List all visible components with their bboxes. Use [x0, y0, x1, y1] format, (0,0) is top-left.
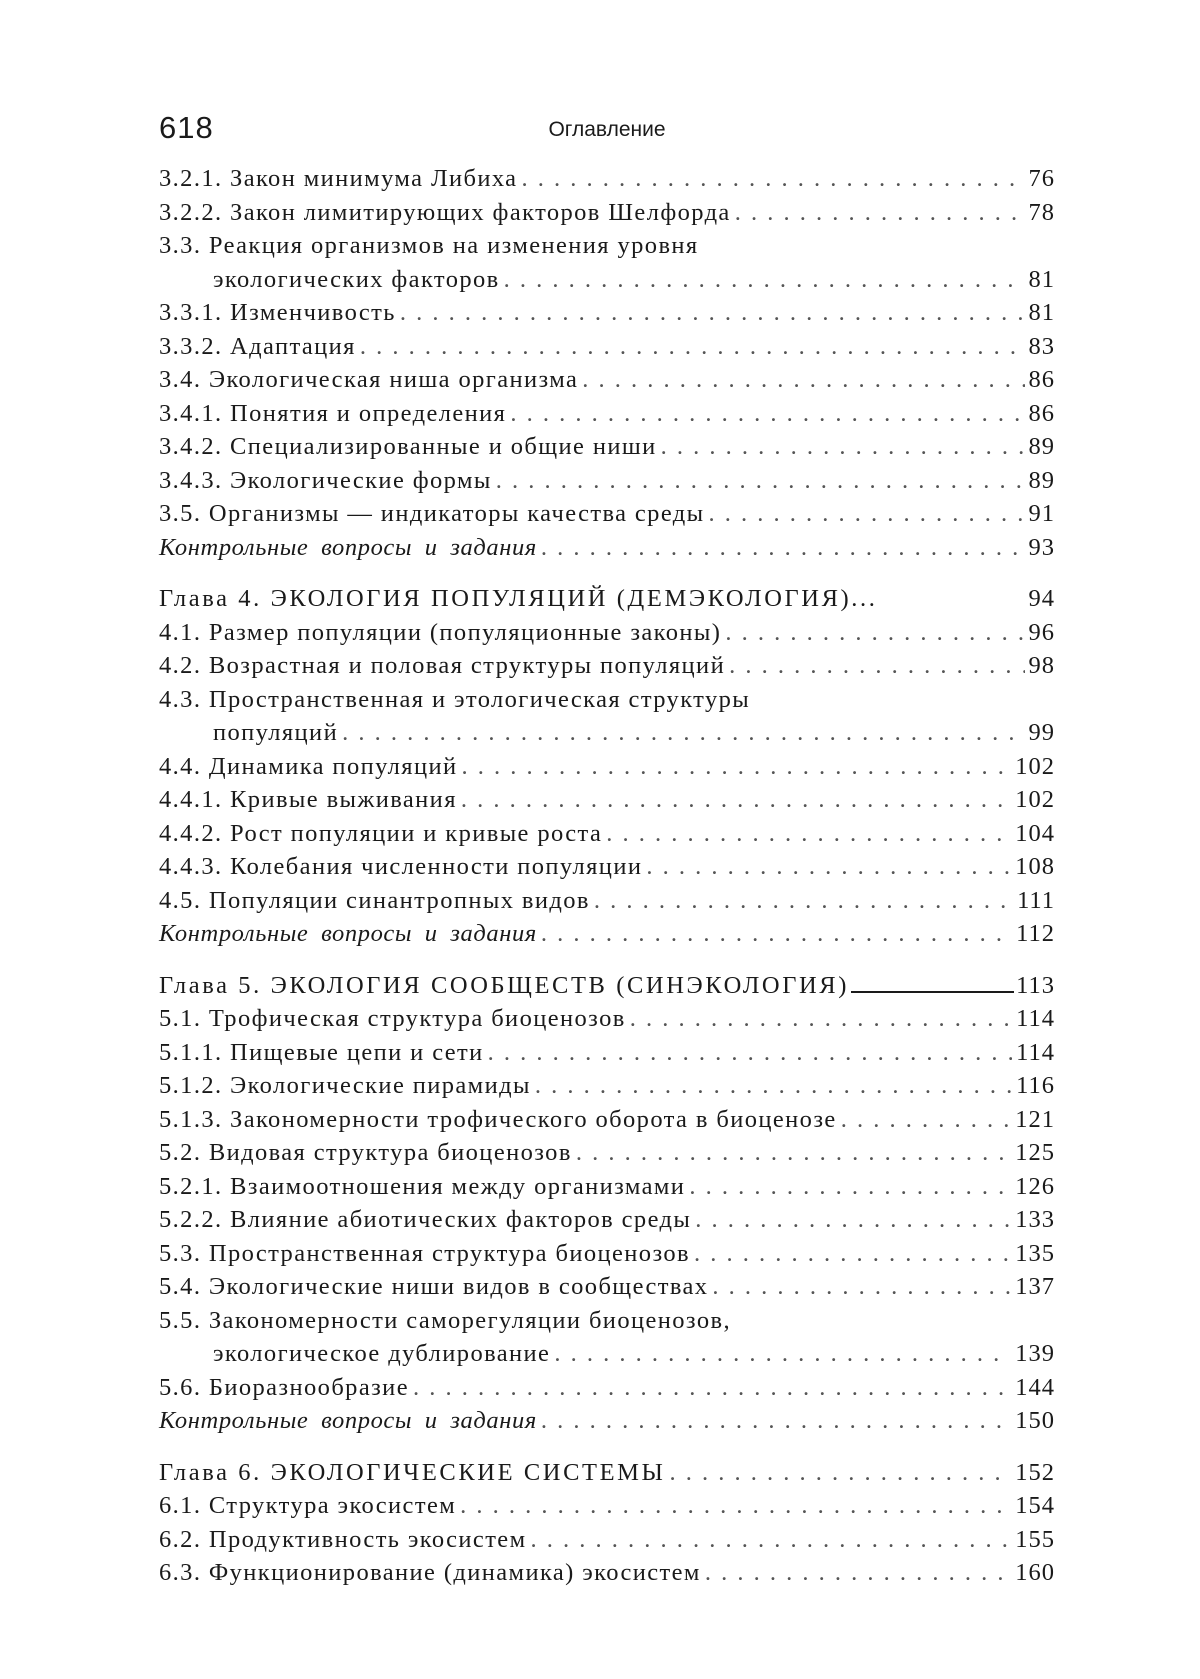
toc-dot-leader	[712, 1270, 1011, 1304]
toc-chapter-entry[interactable]	[159, 1456, 1055, 1490]
toc-entry-title: 5.1.3. Закономерности трофического оборота в биоценозе	[159, 1105, 837, 1133]
toc-dot-leader	[729, 649, 1024, 683]
toc-dot-leader	[504, 263, 1025, 297]
toc-entry[interactable]	[159, 1337, 1055, 1371]
toc-page-number: 94	[1028, 585, 1055, 612]
toc-page-number: 154	[1015, 1492, 1055, 1519]
toc-entry-title: 5.5. Закономерности саморегуляции биоценозов,	[159, 1306, 731, 1334]
toc-dot-leader	[541, 917, 1012, 951]
toc-page-number: 112	[1016, 920, 1055, 947]
toc-entry[interactable]	[159, 817, 1055, 851]
toc-entry[interactable]	[159, 430, 1055, 464]
toc-page-number: 76	[1028, 165, 1055, 192]
toc-entry[interactable]	[159, 330, 1055, 364]
toc-entry[interactable]	[159, 1069, 1055, 1103]
toc-page-number: 150	[1015, 1407, 1055, 1434]
toc-page-number: 155	[1015, 1525, 1055, 1553]
toc-dot-leader	[582, 363, 1024, 397]
toc-page-number: 81	[1028, 299, 1055, 326]
toc-page-number: 78	[1028, 198, 1055, 226]
toc-entry-title: 6.2. Продуктивность экосистем	[159, 1525, 527, 1553]
toc-page-number: 126	[1015, 1172, 1055, 1200]
toc-entry-title: 4.4.1. Кривые выживания	[159, 786, 457, 813]
toc-entry[interactable]	[159, 649, 1055, 683]
toc-entry[interactable]	[159, 1304, 1055, 1338]
toc-entry-title: Контрольные вопросы и задания	[159, 1407, 537, 1434]
toc-entry-title: 3.4.2. Специализированные и общие ниши	[159, 433, 657, 460]
toc-entry-title: 5.1.2. Экологические пирамиды	[159, 1072, 531, 1099]
toc-page-number: 102	[1015, 786, 1055, 813]
toc-dot-leader	[709, 497, 1025, 531]
toc-rule-leader	[851, 990, 1014, 993]
toc-entry[interactable]	[159, 1002, 1055, 1036]
toc-dot-leader	[510, 397, 1024, 431]
toc-chapter-entry[interactable]	[159, 582, 1055, 616]
toc-chapter-entry[interactable]	[159, 969, 1055, 1003]
toc-entry-title: 3.3.1. Изменчивость	[159, 299, 396, 326]
toc-page-number: 89	[1028, 466, 1055, 494]
toc-entry-title: 4.5. Популяции синантропных видов	[159, 886, 590, 914]
toc-entry-title: Глава 5. ЭКОЛОГИЯ СООБЩЕСТВ (СИНЭКОЛОГИЯ)	[159, 971, 849, 999]
toc-page-number: 86	[1028, 366, 1055, 393]
toc-entry-title: 3.2.2. Закон лимитирующих факторов Шелфорда	[159, 198, 731, 226]
toc-dot-leader	[705, 1556, 1011, 1590]
toc-section	[159, 162, 1055, 564]
toc-entry-title: 5.2. Видовая структура биоценозов	[159, 1139, 572, 1166]
toc-entry[interactable]	[159, 884, 1055, 918]
toc-entry-title: 5.1. Трофическая структура биоценозов	[159, 1005, 626, 1032]
toc-entry[interactable]	[159, 716, 1055, 750]
toc-page-number: 113	[1016, 971, 1055, 999]
toc-entry-title: Контрольные вопросы и задания	[159, 920, 537, 947]
toc-page-number: 89	[1028, 433, 1055, 460]
toc-entry[interactable]	[159, 783, 1055, 817]
toc-dot-leader	[694, 1237, 1011, 1271]
toc-page-number: 114	[1016, 1005, 1055, 1032]
toc-questions-entry[interactable]	[159, 1404, 1055, 1438]
toc-dot-leader	[400, 296, 1025, 330]
toc-entry-title: экологических факторов	[213, 265, 500, 293]
toc-dot-leader	[735, 196, 1025, 230]
toc-dot-leader	[496, 464, 1025, 498]
toc-page-number: 91	[1028, 500, 1055, 527]
page-number: 618	[159, 110, 214, 145]
toc-entry[interactable]	[159, 263, 1055, 297]
toc-dot-leader	[606, 817, 1011, 851]
toc-entry[interactable]	[159, 363, 1055, 397]
toc-dot-leader	[460, 1489, 1011, 1523]
toc-entry-title: Контрольные вопросы и задания	[159, 533, 537, 561]
toc-dot-leader	[461, 783, 1011, 817]
toc-entry-title: 4.4.2. Рост популяции и кривые роста	[159, 819, 603, 847]
toc-entry-title: 3.4. Экологическая ниша организма	[159, 366, 579, 393]
toc-entry-title: 5.2.2. Влияние абиотических факторов среды	[159, 1206, 692, 1233]
toc-entry[interactable]	[159, 1237, 1055, 1271]
toc-entry[interactable]	[159, 1036, 1055, 1070]
toc-dot-leader	[661, 430, 1025, 464]
toc-entry-title: 5.4. Экологические ниши видов в сообществах	[159, 1273, 709, 1300]
toc-entry[interactable]	[159, 296, 1055, 330]
toc-dot-leader	[841, 1103, 1012, 1137]
toc-entry[interactable]	[159, 1103, 1055, 1137]
toc-entry[interactable]	[159, 1136, 1055, 1170]
toc-entry[interactable]	[159, 683, 1055, 717]
toc-page-number: 121	[1015, 1105, 1055, 1133]
toc-dot-leader	[342, 716, 1024, 750]
toc-entry-title: 3.5. Организмы — индикаторы качества среды	[159, 500, 705, 527]
toc-dot-leader	[535, 1069, 1012, 1103]
toc-entry[interactable]	[159, 497, 1055, 531]
toc-page-number: 104	[1015, 819, 1055, 847]
toc-entry-title: популяций	[213, 719, 339, 746]
toc-entry[interactable]	[159, 196, 1055, 230]
toc-entry-title: 3.4.3. Экологические формы	[159, 466, 492, 494]
toc-entry-title: 5.1.1. Пищевые цепи и сети	[159, 1038, 484, 1066]
toc-page-number: 81	[1028, 265, 1055, 293]
toc-dot-leader	[646, 850, 1011, 884]
toc-entry-title: 3.4.1. Понятия и определения	[159, 399, 507, 427]
toc-page-number: 98	[1028, 652, 1055, 679]
toc-entry[interactable]	[159, 1203, 1055, 1237]
toc-page-number: 152	[1015, 1458, 1055, 1486]
toc-section	[159, 1456, 1055, 1590]
toc-page-number: 114	[1016, 1038, 1055, 1066]
toc-dot-leader	[541, 531, 1025, 565]
toc-dot-leader	[689, 1170, 1011, 1204]
toc-entry[interactable]	[159, 397, 1055, 431]
toc-page-number: 144	[1015, 1373, 1055, 1401]
toc-dot-leader	[554, 1337, 1011, 1371]
toc-entry[interactable]	[159, 229, 1055, 263]
toc-entry-title: 3.2.1. Закон минимума Либиха	[159, 165, 518, 192]
toc-entry[interactable]	[159, 750, 1055, 784]
toc-entry-title: 5.2.1. Взаимоотношения между организмами	[159, 1172, 686, 1200]
toc-page-number: 83	[1028, 332, 1055, 360]
toc-entry-title: 5.6. Биоразнообразие	[159, 1373, 409, 1401]
toc-page-number: 133	[1015, 1206, 1055, 1233]
toc-entry[interactable]	[159, 1556, 1055, 1590]
toc-page-number: 99	[1028, 719, 1055, 746]
toc-entry-title: 3.3. Реакция организмов на изменения уровня	[159, 232, 699, 259]
toc-dot-leader	[725, 616, 1024, 650]
toc-entry-title: 4.3. Пространственная и этологическая структуры	[159, 685, 751, 713]
toc-dot-leader	[413, 1371, 1011, 1405]
toc-dot-leader	[541, 1404, 1011, 1438]
table-of-contents	[159, 162, 1055, 1608]
toc-page-number: 116	[1016, 1072, 1055, 1099]
toc-entry[interactable]	[159, 464, 1055, 498]
toc-entry[interactable]	[159, 1170, 1055, 1204]
toc-dot-leader	[530, 1523, 1011, 1557]
toc-dot-leader	[360, 330, 1025, 364]
toc-page-number: 160	[1015, 1559, 1055, 1586]
toc-dot-leader	[576, 1136, 1011, 1170]
toc-dot-leader	[594, 884, 1013, 918]
toc-entry-title: 4.4.3. Колебания численности популяции	[159, 853, 643, 880]
toc-page-number: 125	[1015, 1139, 1055, 1166]
toc-page-number: 108	[1015, 853, 1055, 880]
toc-entry-title: 5.3. Пространственная структура биоценозов	[159, 1239, 691, 1267]
toc-dot-leader	[521, 162, 1024, 196]
toc-entry[interactable]	[159, 616, 1055, 650]
page-header	[159, 104, 1055, 154]
toc-page-number: 139	[1015, 1340, 1055, 1367]
toc-dot-leader	[695, 1203, 1011, 1237]
toc-entry[interactable]	[159, 1489, 1055, 1523]
toc-section	[159, 582, 1055, 951]
toc-entry[interactable]	[159, 1270, 1055, 1304]
running-title: Оглавление	[548, 118, 666, 141]
toc-page-number: 96	[1028, 618, 1055, 646]
toc-dot-leader	[462, 750, 1012, 784]
toc-entry-title: 4.4. Динамика популяций	[159, 752, 458, 780]
toc-questions-entry[interactable]	[159, 531, 1055, 565]
toc-page-number: 135	[1015, 1239, 1055, 1267]
toc-section	[159, 969, 1055, 1438]
toc-page-number: 111	[1017, 886, 1055, 914]
toc-entry[interactable]	[159, 850, 1055, 884]
toc-entry-title: 6.3. Функционирование (динамика) экосистем	[159, 1559, 701, 1586]
toc-entry-title: экологическое дублирование	[213, 1340, 551, 1367]
toc-dot-leader	[670, 1456, 1012, 1490]
toc-page-number: 86	[1028, 399, 1055, 427]
toc-entry[interactable]	[159, 162, 1055, 196]
toc-entry[interactable]	[159, 1371, 1055, 1405]
toc-page-number: 93	[1028, 533, 1055, 561]
toc-page-number: 137	[1015, 1273, 1055, 1300]
toc-questions-entry[interactable]	[159, 917, 1055, 951]
toc-page-number: 102	[1015, 752, 1055, 780]
toc-entry-title: 4.2. Возрастная и половая структуры популяций	[159, 652, 726, 679]
toc-entry-title: Глава 6. ЭКОЛОГИЧЕСКИЕ СИСТЕМЫ	[159, 1458, 666, 1486]
toc-entry-title: 6.1. Структура экосистем	[159, 1492, 457, 1519]
toc-entry-title: Глава 4. ЭКОЛОГИЯ ПОПУЛЯЦИЙ (ДЕМЭКОЛОГИЯ)...	[159, 585, 878, 612]
toc-entry-title: 4.1. Размер популяции (популяционные законы)	[159, 618, 722, 646]
toc-entry[interactable]	[159, 1523, 1055, 1557]
toc-dot-leader	[488, 1036, 1012, 1070]
toc-entry-title: 3.3.2. Адаптация	[159, 332, 356, 360]
toc-dot-leader	[630, 1002, 1012, 1036]
